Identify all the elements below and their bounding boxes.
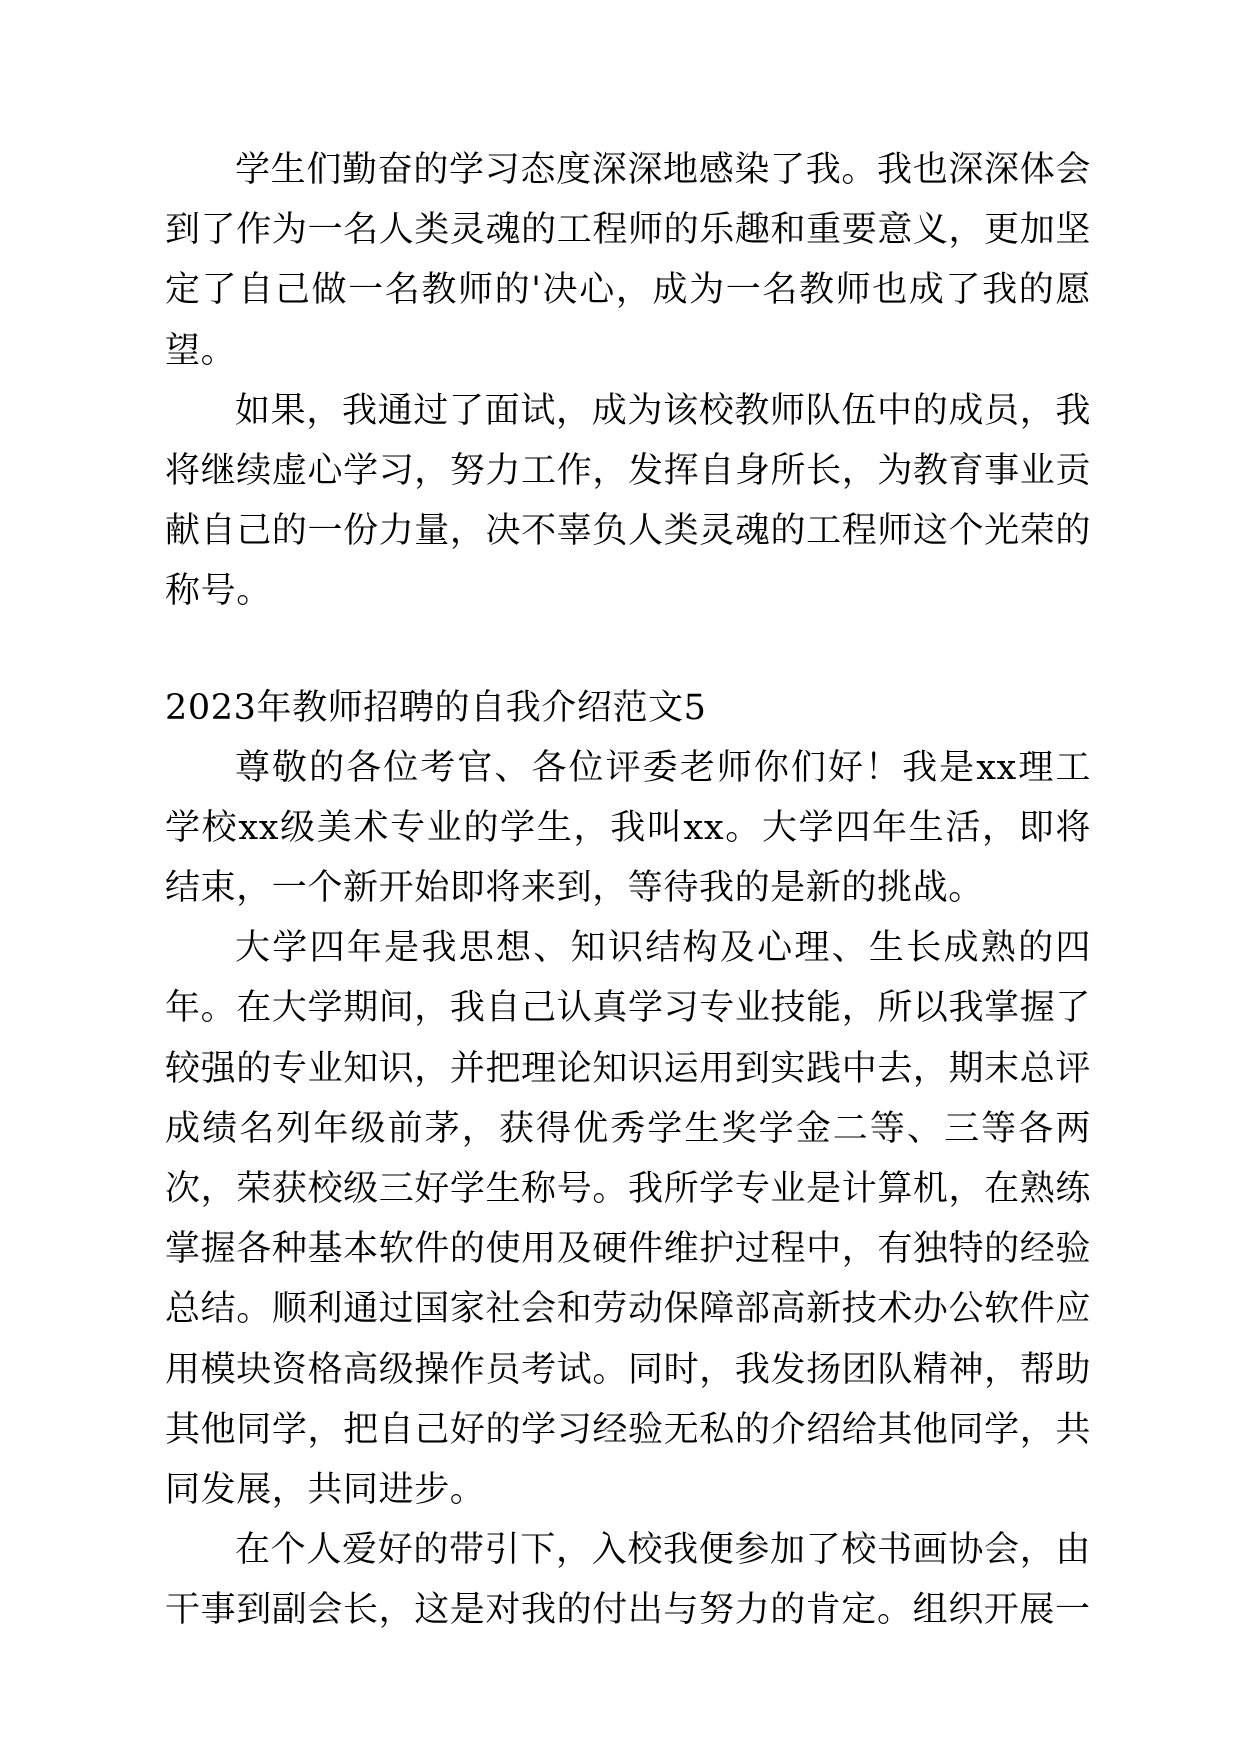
section-heading: 2023年教师招聘的自我介绍范文5 <box>165 687 707 728</box>
section-spacer <box>165 622 1091 678</box>
paragraph-2: 如果，我通过了面试，成为该校教师队伍中的成员，我将继续虚心学习，努力工作，发挥自身所长，为教育事业贡献自己的一份力量，决不辜负人类灵魂的工程师这个光荣的称号。 <box>165 390 1091 612</box>
document-body <box>165 140 1091 1641</box>
paragraph-1: 学生们勤奋的学习态度深深地感染了我。我也深深体会到了作为一名人类灵魂的工程师的乐趣和重要意义，更加坚定了自己做一名教师的'决心，成为一名教师也成了我的愿望。 <box>165 150 1091 371</box>
paragraph-3: 尊敬的各位考官、各位评委老师你们好！我是xx理工学校xx级美术专业的学生，我叫xx。大学四年生活，即将结束，一个新开始即将来到，等待我的是新的挑战。 <box>165 747 1091 909</box>
paragraph-4: 大学四年是我思想、知识结构及心理、生长成熟的四年。在大学期间，我自己认真学习专业技能，所以我掌握了较强的专业知识，并把理论知识运用到实践中去，期末总评成绩名列年级前茅，获得优秀学生奖学金二等、三等各两次，荣获校级三好学生称号。我所学专业是计算机，在熟练掌握各种基本软件的使用及硬件维护过程中，有独特的经验总结。顺利通过国家社会和劳动保障部高新技术办公软件应用模块资格高级操作员考试。同时，我发扬团队精神，帮助其他同学，把自己好的学习经验无私的介绍给其他同学，共同发展，共同进步。 <box>165 928 1091 1510</box>
paragraph-5: 在个人爱好的带引下，入校我便参加了校书画协会，由干事到副会长，这是对我的付出与努力的肯定。组织开展一 <box>165 1530 1091 1631</box>
